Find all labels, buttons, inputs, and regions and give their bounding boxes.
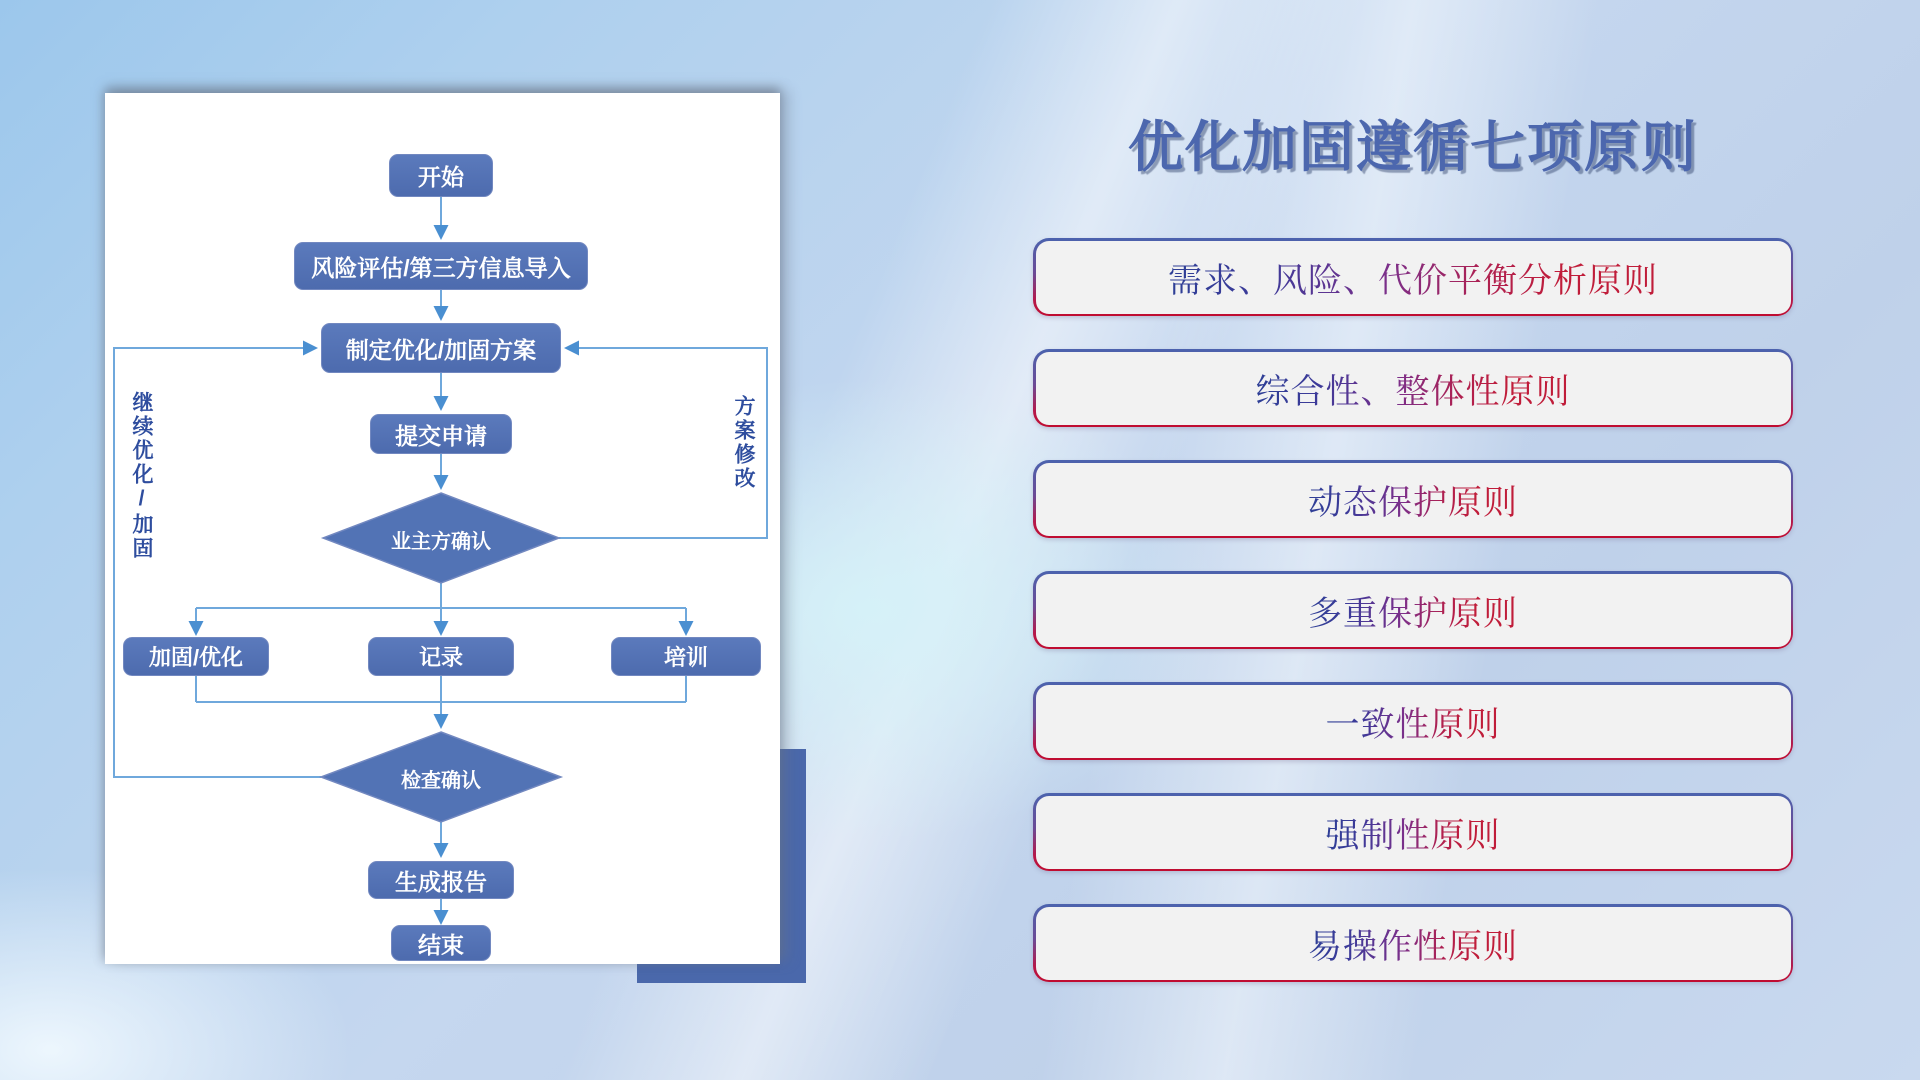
principle-box-2-inner [1036,352,1791,425]
flow-node-record: 记录 [368,637,514,676]
principle-box-7-inner [1036,907,1791,980]
principle-text-5: 一致性原则 [1326,697,1501,746]
principles-list [1033,238,1793,1015]
principle-box-7 [1033,904,1793,982]
flow-node-end: 结束 [391,925,491,961]
principle-box-5-inner [1036,685,1791,758]
flow-node-training: 培训 [611,637,761,676]
principle-text-1: 需求、风险、代价平衡分析原则 [1168,253,1658,302]
flow-node-submit: 提交申请 [370,414,512,454]
principle-text-2: 综合性、整体性原则 [1256,364,1571,413]
principle-text-4: 多重保护原则 [1308,586,1518,635]
principle-text-6: 强制性原则 [1326,808,1501,857]
slide-title: 优化加固遵循七项原则 [1127,116,1698,178]
flow-node-owner-confirm-label: 业主方确认 [391,531,491,553]
principle-box-4-inner [1036,574,1791,647]
flowchart-card [105,93,780,964]
principle-box-3-inner [1036,463,1791,536]
flow-node-start: 开始 [389,154,493,197]
loop-label-plan-revise: 方案修改 [732,395,755,491]
flow-node-report: 生成报告 [368,861,514,899]
flow-node-check-confirm-label: 检查确认 [401,770,481,792]
flow-node-risk-import: 风险评估/第三方信息导入 [294,242,588,290]
principle-box-5 [1033,682,1793,760]
principle-box-2 [1033,349,1793,427]
principle-box-6-inner [1036,796,1791,869]
principle-box-3 [1033,460,1793,538]
flow-node-harden-optimize: 加固/优化 [123,637,269,676]
principle-box-6 [1033,793,1793,871]
principle-text-3: 动态保护原则 [1308,475,1518,524]
principle-text-7: 易操作性原则 [1308,919,1518,968]
flow-node-make-plan: 制定优化/加固方案 [321,323,561,373]
loop-label-continue-optimize: 继续优化/加固 [130,391,153,561]
principle-box-4 [1033,571,1793,649]
principle-box-1-inner [1036,241,1791,314]
principle-box-1 [1033,238,1793,316]
